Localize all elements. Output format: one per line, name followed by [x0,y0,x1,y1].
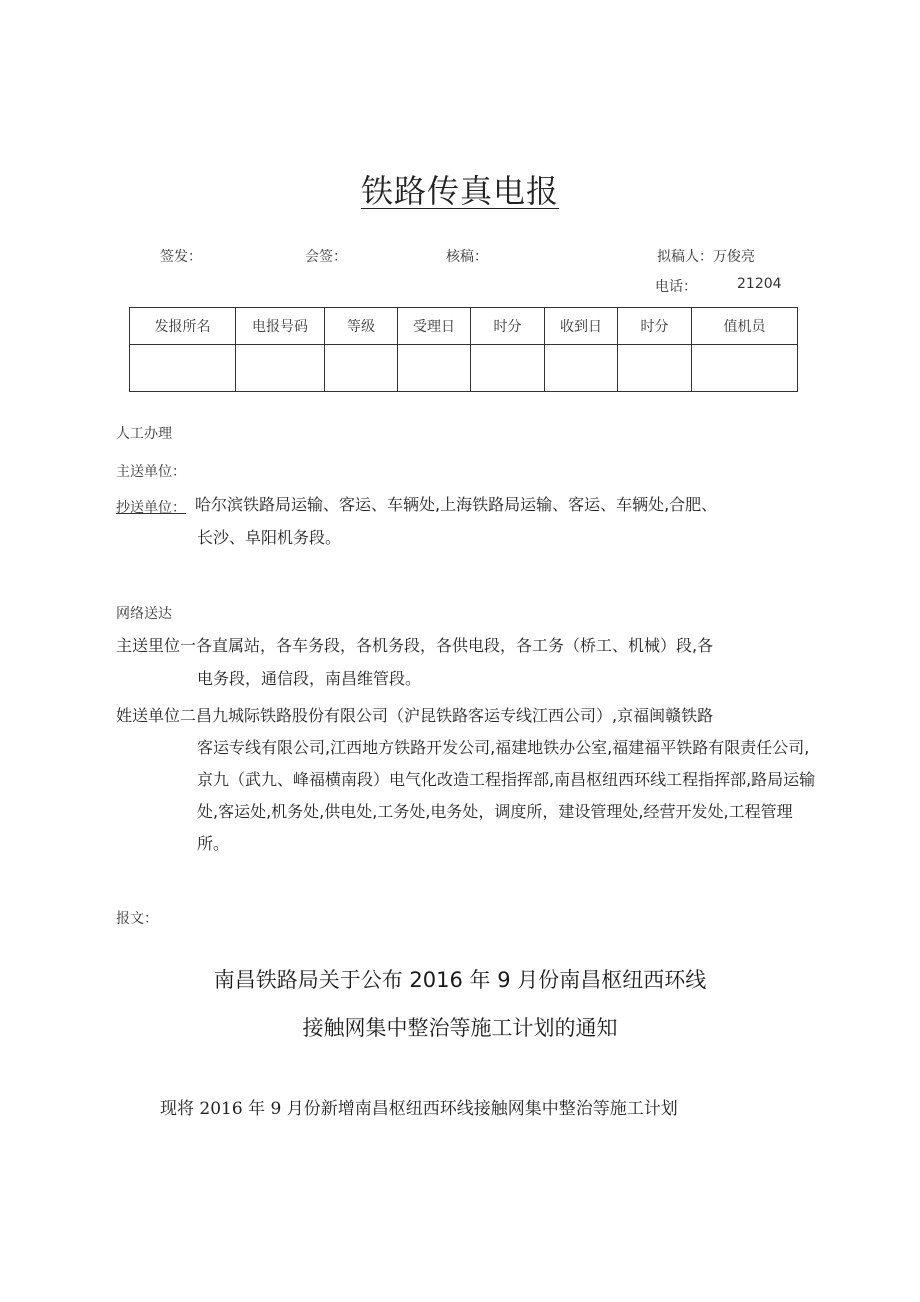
table-cell [692,345,798,392]
table-cell [618,345,692,392]
column-header: 发报所名 [130,308,236,345]
notice-paragraph: 现将 2016 年 9 月份新增南昌枢纽西环线接触网集中整治等施工计划 [160,1099,678,1119]
column-header: 电报号码 [236,308,325,345]
table-cell [325,345,398,392]
manual-heading: 人工办理 [116,426,172,442]
manual-cc-label: 抄送单位： [116,500,186,516]
page-title: 铁路传真电报 [360,172,559,210]
message-label: 报文： [116,911,158,927]
network-main-line1: 主送里位一各直属站，各车务段，各机务段，各供电段，各工务（桥工、机械）段,各 [116,636,714,655]
network-heading: 网络送达 [116,606,172,622]
network-cc-rest: 客运专线有限公司,江西地方铁路开发公司,福建地铁办公室,福建福平铁路有限责任公司,京九（武九、峰福横南段）电气化改造工程指挥部,南昌枢纽西环线工程指挥部,路局运输处,客运处,机务处,供电处,工务处,电务处，调度所，建设管理处,经营开发处,工程管理所。 [197,738,816,853]
table-header-row [130,308,798,345]
table-cell [130,345,236,392]
table-row [130,345,798,392]
notice-title-line2: 接触网集中整治等施工计划的通知 [302,1016,618,1040]
table-cell [398,345,471,392]
phone-label: 电话： [655,279,697,295]
drafter-label: 拟稿人：万俊亮 [657,249,755,265]
network-cc-line1: 姓送单位二昌九城际铁路股份有限公司（沪昆铁路客运专线江西公司）,京福闽赣铁路 [116,706,714,725]
table-cell [545,345,618,392]
network-main-line2: 电务段，通信段，南昌维管段。 [197,669,422,688]
column-header: 等级 [325,308,398,345]
countersign-label: 会签： [305,249,347,265]
table-cell [236,345,325,392]
notice-title-line1: 南昌铁路局关于公布 2016 年 9 月份南昌枢纽西环线 [213,968,707,992]
table-cell [471,345,545,392]
manual-cc-line1: 哈尔滨铁路局运输、客运、车辆处,上海铁路局运输、客运、车辆处,合肥、 [195,495,718,514]
telegram-info-table [129,307,798,392]
column-header: 时分 [618,308,692,345]
column-header: 受理日 [398,308,471,345]
column-header: 时分 [471,308,545,345]
verify-label: 核稿： [446,249,488,265]
column-header: 收到日 [545,308,618,345]
sign-label: 签发： [160,249,202,265]
phone-value: 21204 [737,276,782,292]
manual-main-label: 主送单位： [116,464,186,480]
column-header: 值机员 [692,308,798,345]
manual-cc-line2: 长沙、阜阳机务段。 [197,528,342,547]
